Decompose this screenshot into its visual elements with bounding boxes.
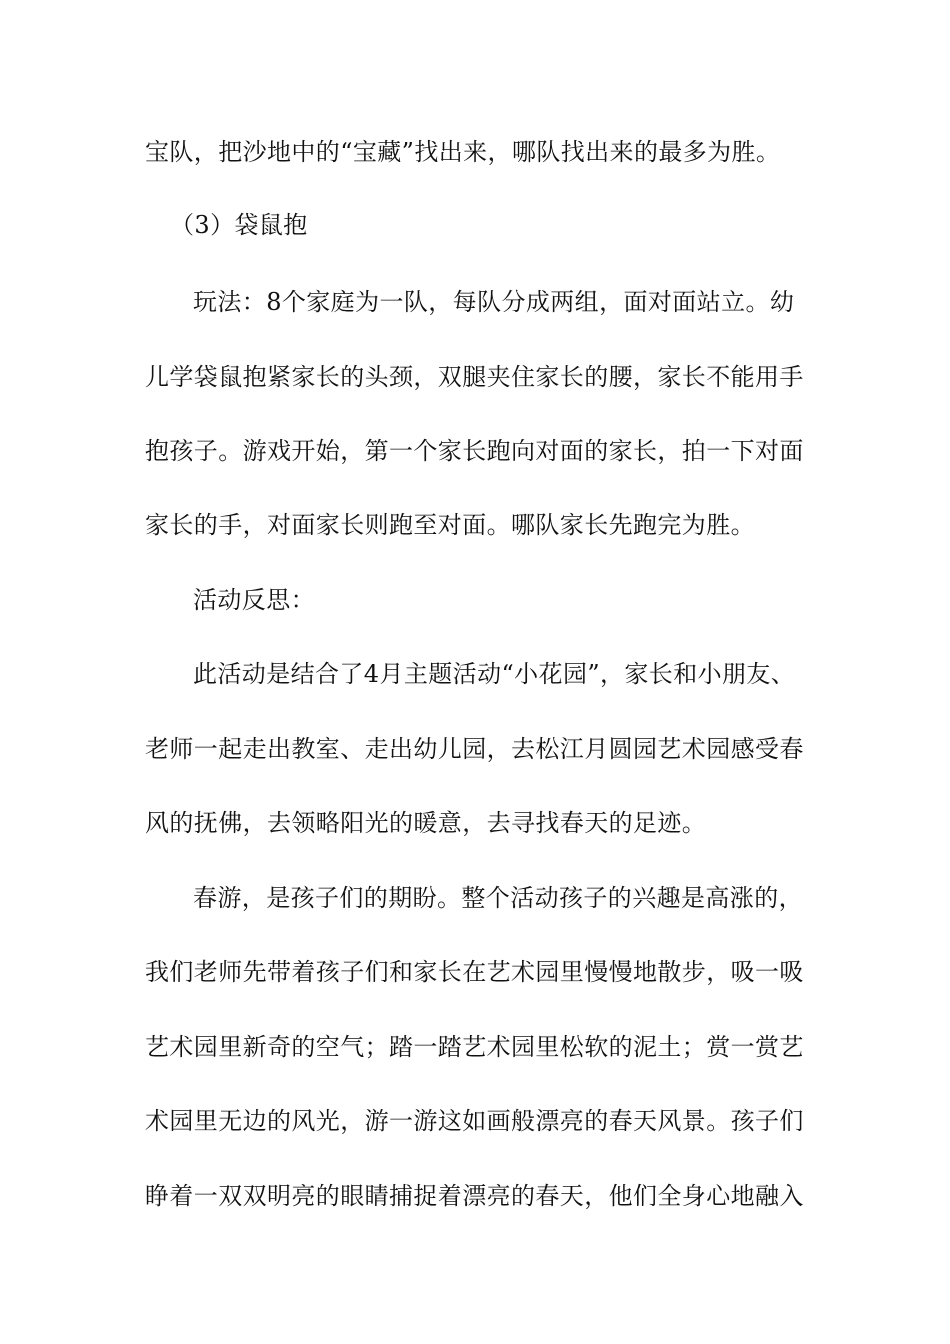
- text-line-9: 老师一起走出教室、走出幼儿园，去松江月圆园艺术园感受春: [145, 735, 804, 763]
- text-line-12: 我们老师先带着孩子们和家长在艺术园里慢慢地散步，吸一吸: [145, 958, 804, 986]
- text-line-8: 此活动是结合了4月主题活动“小花园”，家长和小朋友、: [193, 660, 796, 688]
- text-line-3: 玩法：8个家庭为一队，每队分成两组，面对面站立。幼: [193, 288, 795, 316]
- text-line-5: 抱孩子。游戏开始，第一个家长跑向对面的家长，拍一下对面: [145, 437, 804, 465]
- reflection-heading: 活动反思：: [193, 586, 315, 614]
- text-line-1: 宝队，把沙地中的“宝藏”找出来，哪队找出来的最多为胜。: [145, 138, 781, 166]
- text-line-14: 术园里无边的风光，游一游这如画般漂亮的春天风景。孩子们: [145, 1107, 804, 1135]
- text-line-6: 家长的手，对面家长则跑至对面。哪队家长先跑完为胜。: [145, 511, 755, 539]
- text-line-13: 艺术园里新奇的空气；踏一踏艺术园里松软的泥土；赏一赏艺: [145, 1033, 804, 1061]
- text-line-10: 风的抚佛，去领略阳光的暖意，去寻找春天的足迹。: [145, 809, 707, 837]
- text-line-11: 春游，是孩子们的期盼。整个活动孩子的兴趣是高涨的，: [193, 884, 803, 912]
- section-heading: （3）袋鼠抱: [170, 211, 308, 239]
- text-line-4: 儿学袋鼠抱紧家长的头颈，双腿夹住家长的腰，家长不能用手: [145, 363, 804, 391]
- text-line-15: 睁着一双双明亮的眼睛捕捉着漂亮的春天，他们全身心地融入: [145, 1182, 804, 1210]
